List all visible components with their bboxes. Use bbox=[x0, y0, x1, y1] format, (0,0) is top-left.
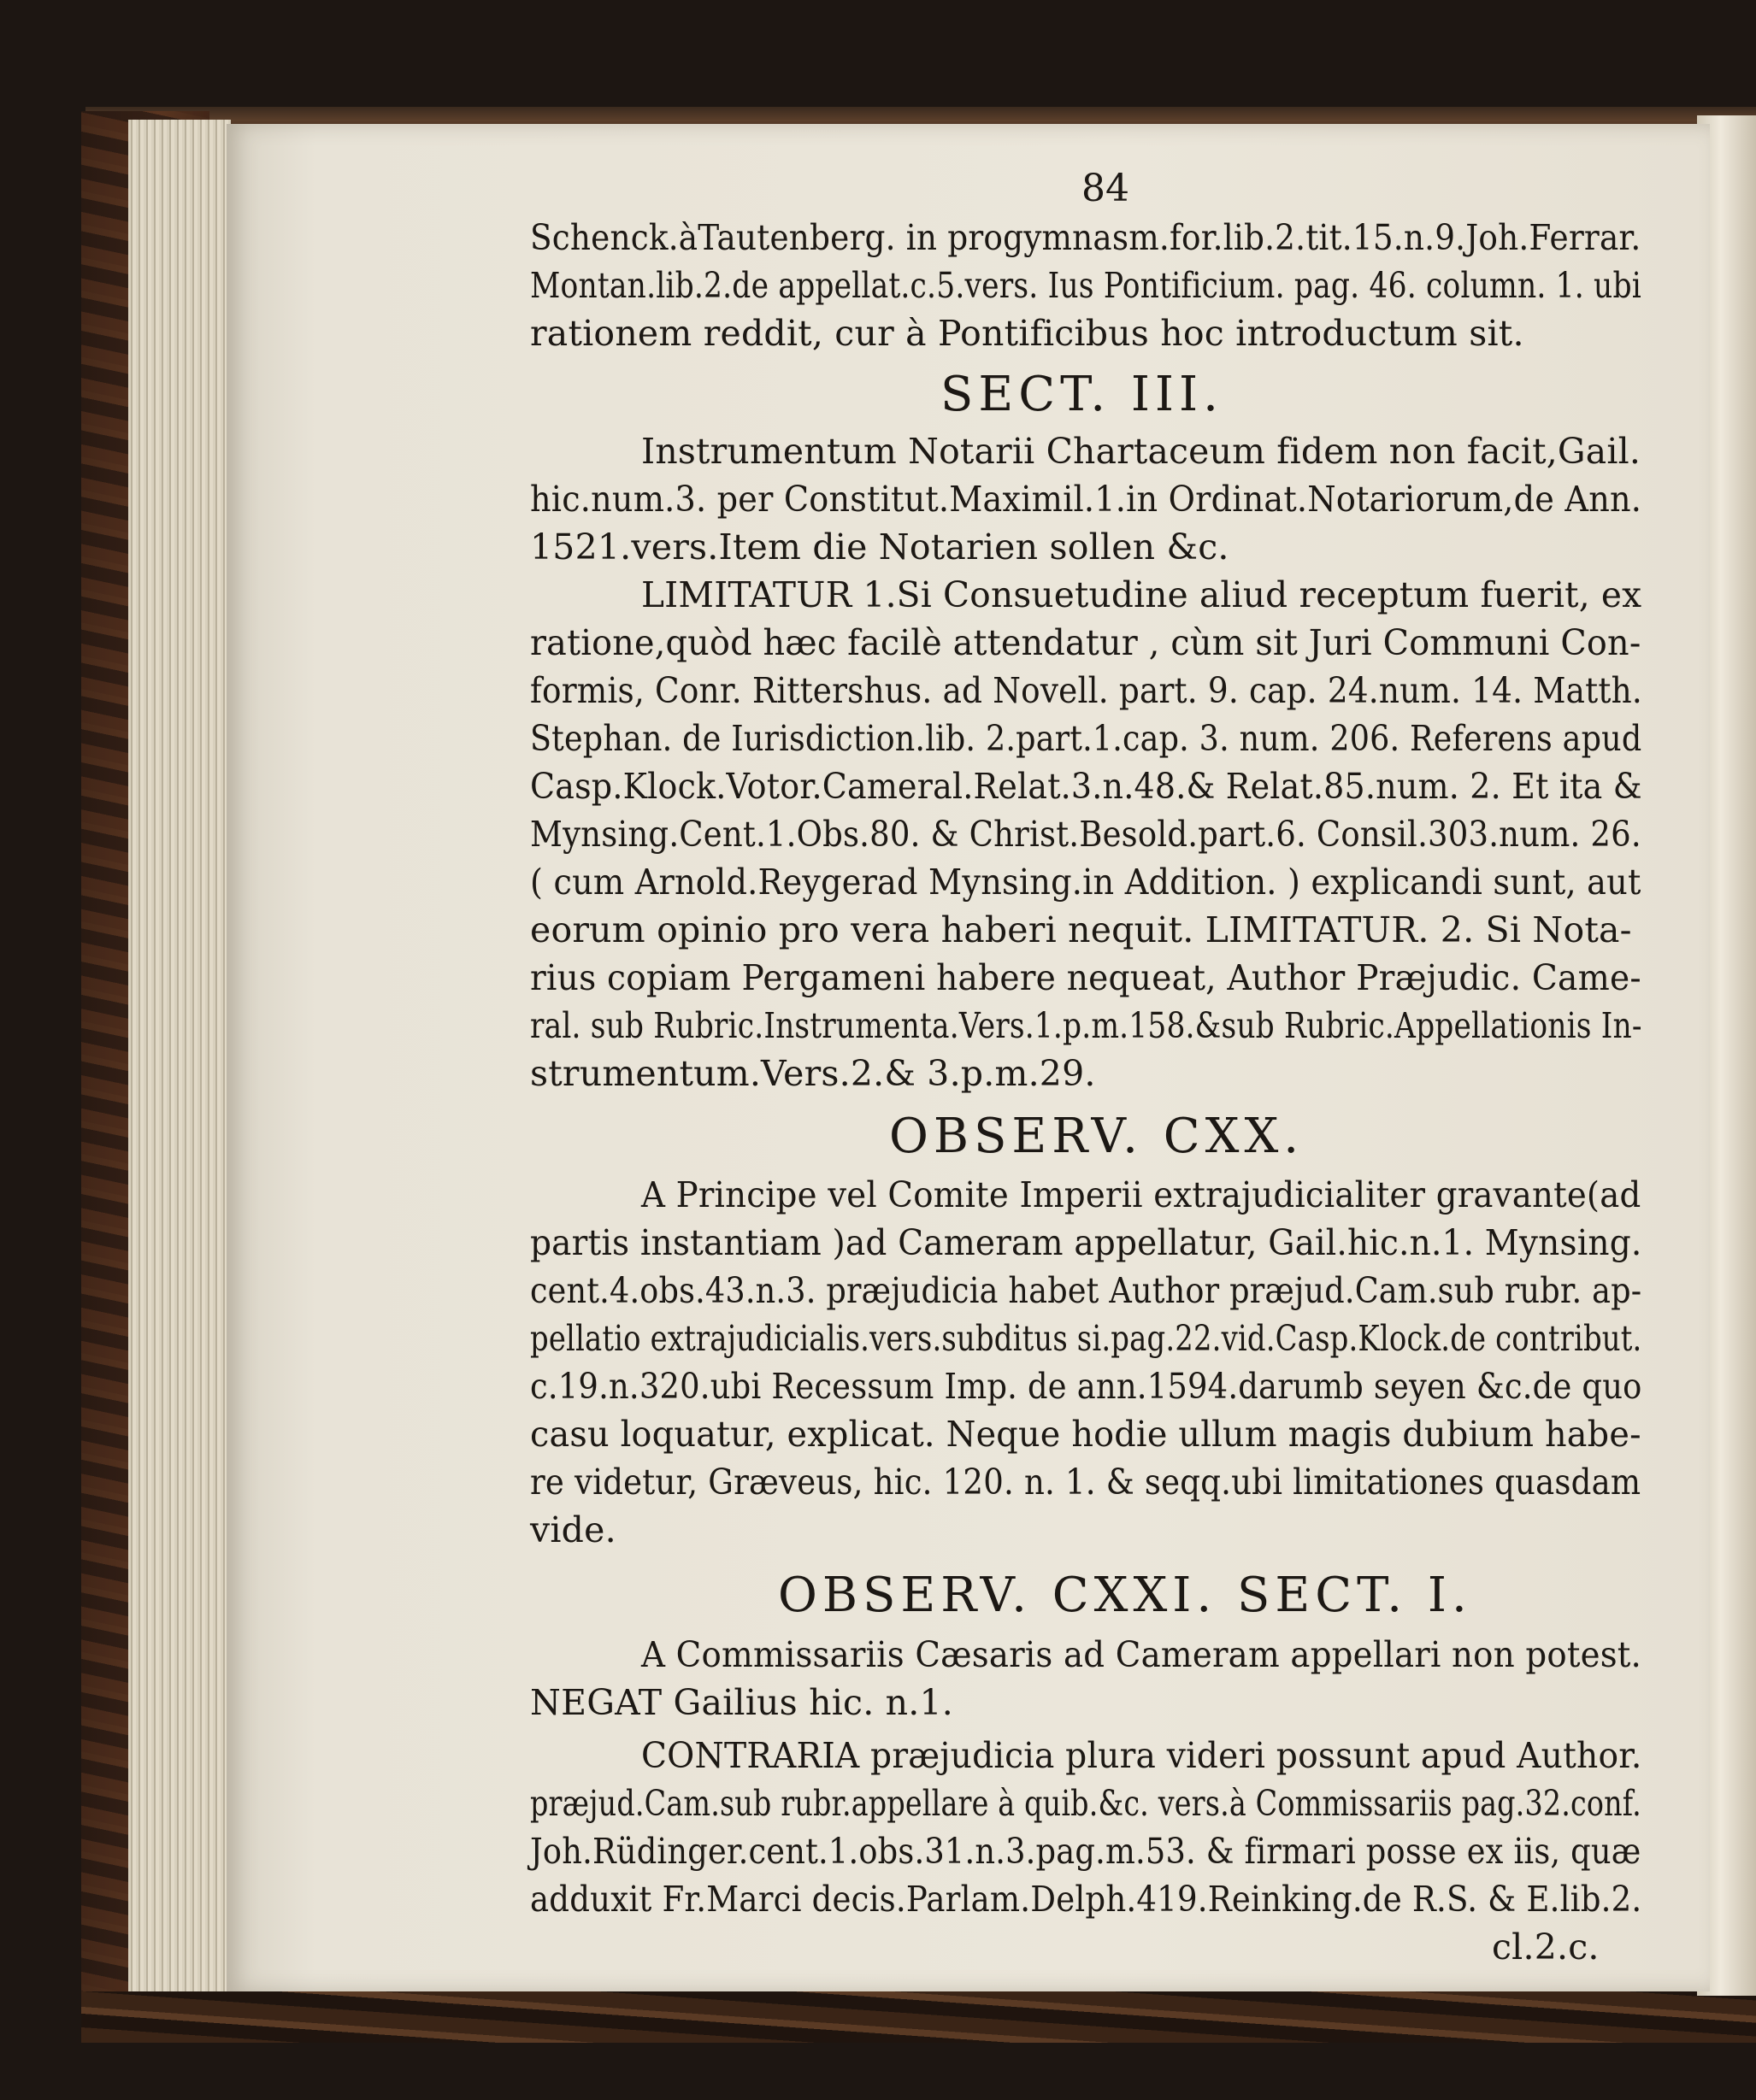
text-line: CONTRARIA præjudicia plura videri possunt apud Author. bbox=[641, 1735, 1642, 1776]
text-line: NEGAT Gailius hic. n.1. bbox=[530, 1682, 954, 1723]
text-line: A Commissariis Cæsaris ad Cameram appellari non potest. bbox=[641, 1634, 1642, 1675]
text-line: adduxit Fr.Marci decis.Parlam.Delph.419.Reinking.de R.S. & E.lib.2. bbox=[530, 1879, 1642, 1920]
page-stack-edge bbox=[128, 120, 231, 1991]
text-line: ( cum Arnold.Reygerad Mynsing.in Addition. ) explicandi sunt, aut bbox=[530, 862, 1641, 903]
text-line: A Principe vel Comite Imperii extrajudicialiter gravante(ad bbox=[641, 1174, 1641, 1215]
text-line: Casp.Klock.Votor.Cameral.Relat.3.n.48.& Relat.85.num. 2. Et ita & bbox=[530, 766, 1642, 807]
text-line: partis instantiam )ad Cameram appellatur, Gail.hic.n.1. Mynsing. bbox=[530, 1222, 1642, 1263]
observation-heading: OBSERV. CXX. bbox=[889, 1109, 1305, 1164]
text-line: 1521.vers.Item die Notarien sollen &c. bbox=[530, 526, 1229, 568]
text-line: rius copiam Pergameni habere nequeat, Author Præjudic. Came- bbox=[530, 957, 1641, 998]
text-line: præjud.Cam.sub rubr.appellare à quib.&c. vers.à Commissariis pag.32.conf. bbox=[530, 1783, 1641, 1824]
observation-heading: OBSERV. CXXI. SECT. I. bbox=[778, 1568, 1472, 1623]
text-line: rationem reddit, cur à Pontificibus hoc introductum sit. bbox=[530, 313, 1524, 354]
text-line: ratione,quòd hæc facilè attendatur , cùm sit Juri Communi Con- bbox=[530, 622, 1641, 663]
text-line: hic.num.3. per Constitut.Maximil.1.in Ordinat.Notariorum,de Ann. bbox=[530, 479, 1642, 520]
text-line: strumentum.Vers.2.& 3.p.m.29. bbox=[530, 1053, 1096, 1094]
text-line: formis, Conr. Rittershus. ad Novell. part. 9. cap. 24.num. 14. Matth. bbox=[530, 670, 1642, 711]
book-cover-bottom bbox=[81, 1991, 1756, 2043]
text-line: c.19.n.320.ubi Recessum Imp. de ann.1594.darumb seyen &c.de quo bbox=[530, 1366, 1642, 1407]
text-line: re videtur, Græveus, hic. 120. n. 1. & seqq.ubi limitationes quasdam bbox=[530, 1462, 1641, 1503]
text-line: cent.4.obs.43.n.3. præjudicia habet Author præjud.Cam.sub rubr. ap- bbox=[530, 1270, 1642, 1311]
catchword: cl.2.c. bbox=[1492, 1926, 1600, 1968]
page-number: 84 bbox=[1081, 167, 1129, 210]
text-line: Montan.lib.2.de appellat.c.5.vers. Ius Pontificium. pag. 46. column. 1. ubi bbox=[530, 265, 1641, 306]
text-line: Joh.Rüdinger.cent.1.obs.31.n.3.pag.m.53. & firmari posse ex iis, quæ bbox=[530, 1831, 1641, 1872]
text-line: Schenck.àTautenberg. in progymnasm.for.lib.2.tit.15.n.9.Joh.Ferrar. bbox=[530, 217, 1641, 258]
section-heading: SECT. III. bbox=[940, 367, 1223, 422]
text-line: Instrumentum Notarii Chartaceum fidem non facit,Gail. bbox=[641, 431, 1641, 472]
text-line: Mynsing.Cent.1.Obs.80. & Christ.Besold.part.6. Consil.303.num. 26. bbox=[530, 814, 1641, 855]
text-line: Stephan. de Iurisdiction.lib. 2.part.1.cap. 3. num. 206. Referens apud bbox=[530, 718, 1642, 759]
text-line: pellatio extrajudicialis.vers.subditus si.pag.22.vid.Casp.Klock.de contribut. bbox=[530, 1318, 1642, 1359]
text-line: casu loquatur, explicat. Neque hodie ullum magis dubium habe- bbox=[530, 1414, 1641, 1455]
text-line: LIMITATUR 1.Si Consuetudine aliud receptum fuerit, ex bbox=[641, 574, 1642, 615]
text-line: ral. sub Rubric.Instrumenta.Vers.1.p.m.158.&sub Rubric.Appellationis In- bbox=[530, 1005, 1642, 1046]
text-line: eorum opinio pro vera haberi nequit. LIMITATUR. 2. Si Nota- bbox=[530, 909, 1632, 950]
text-line: vide. bbox=[530, 1509, 616, 1550]
